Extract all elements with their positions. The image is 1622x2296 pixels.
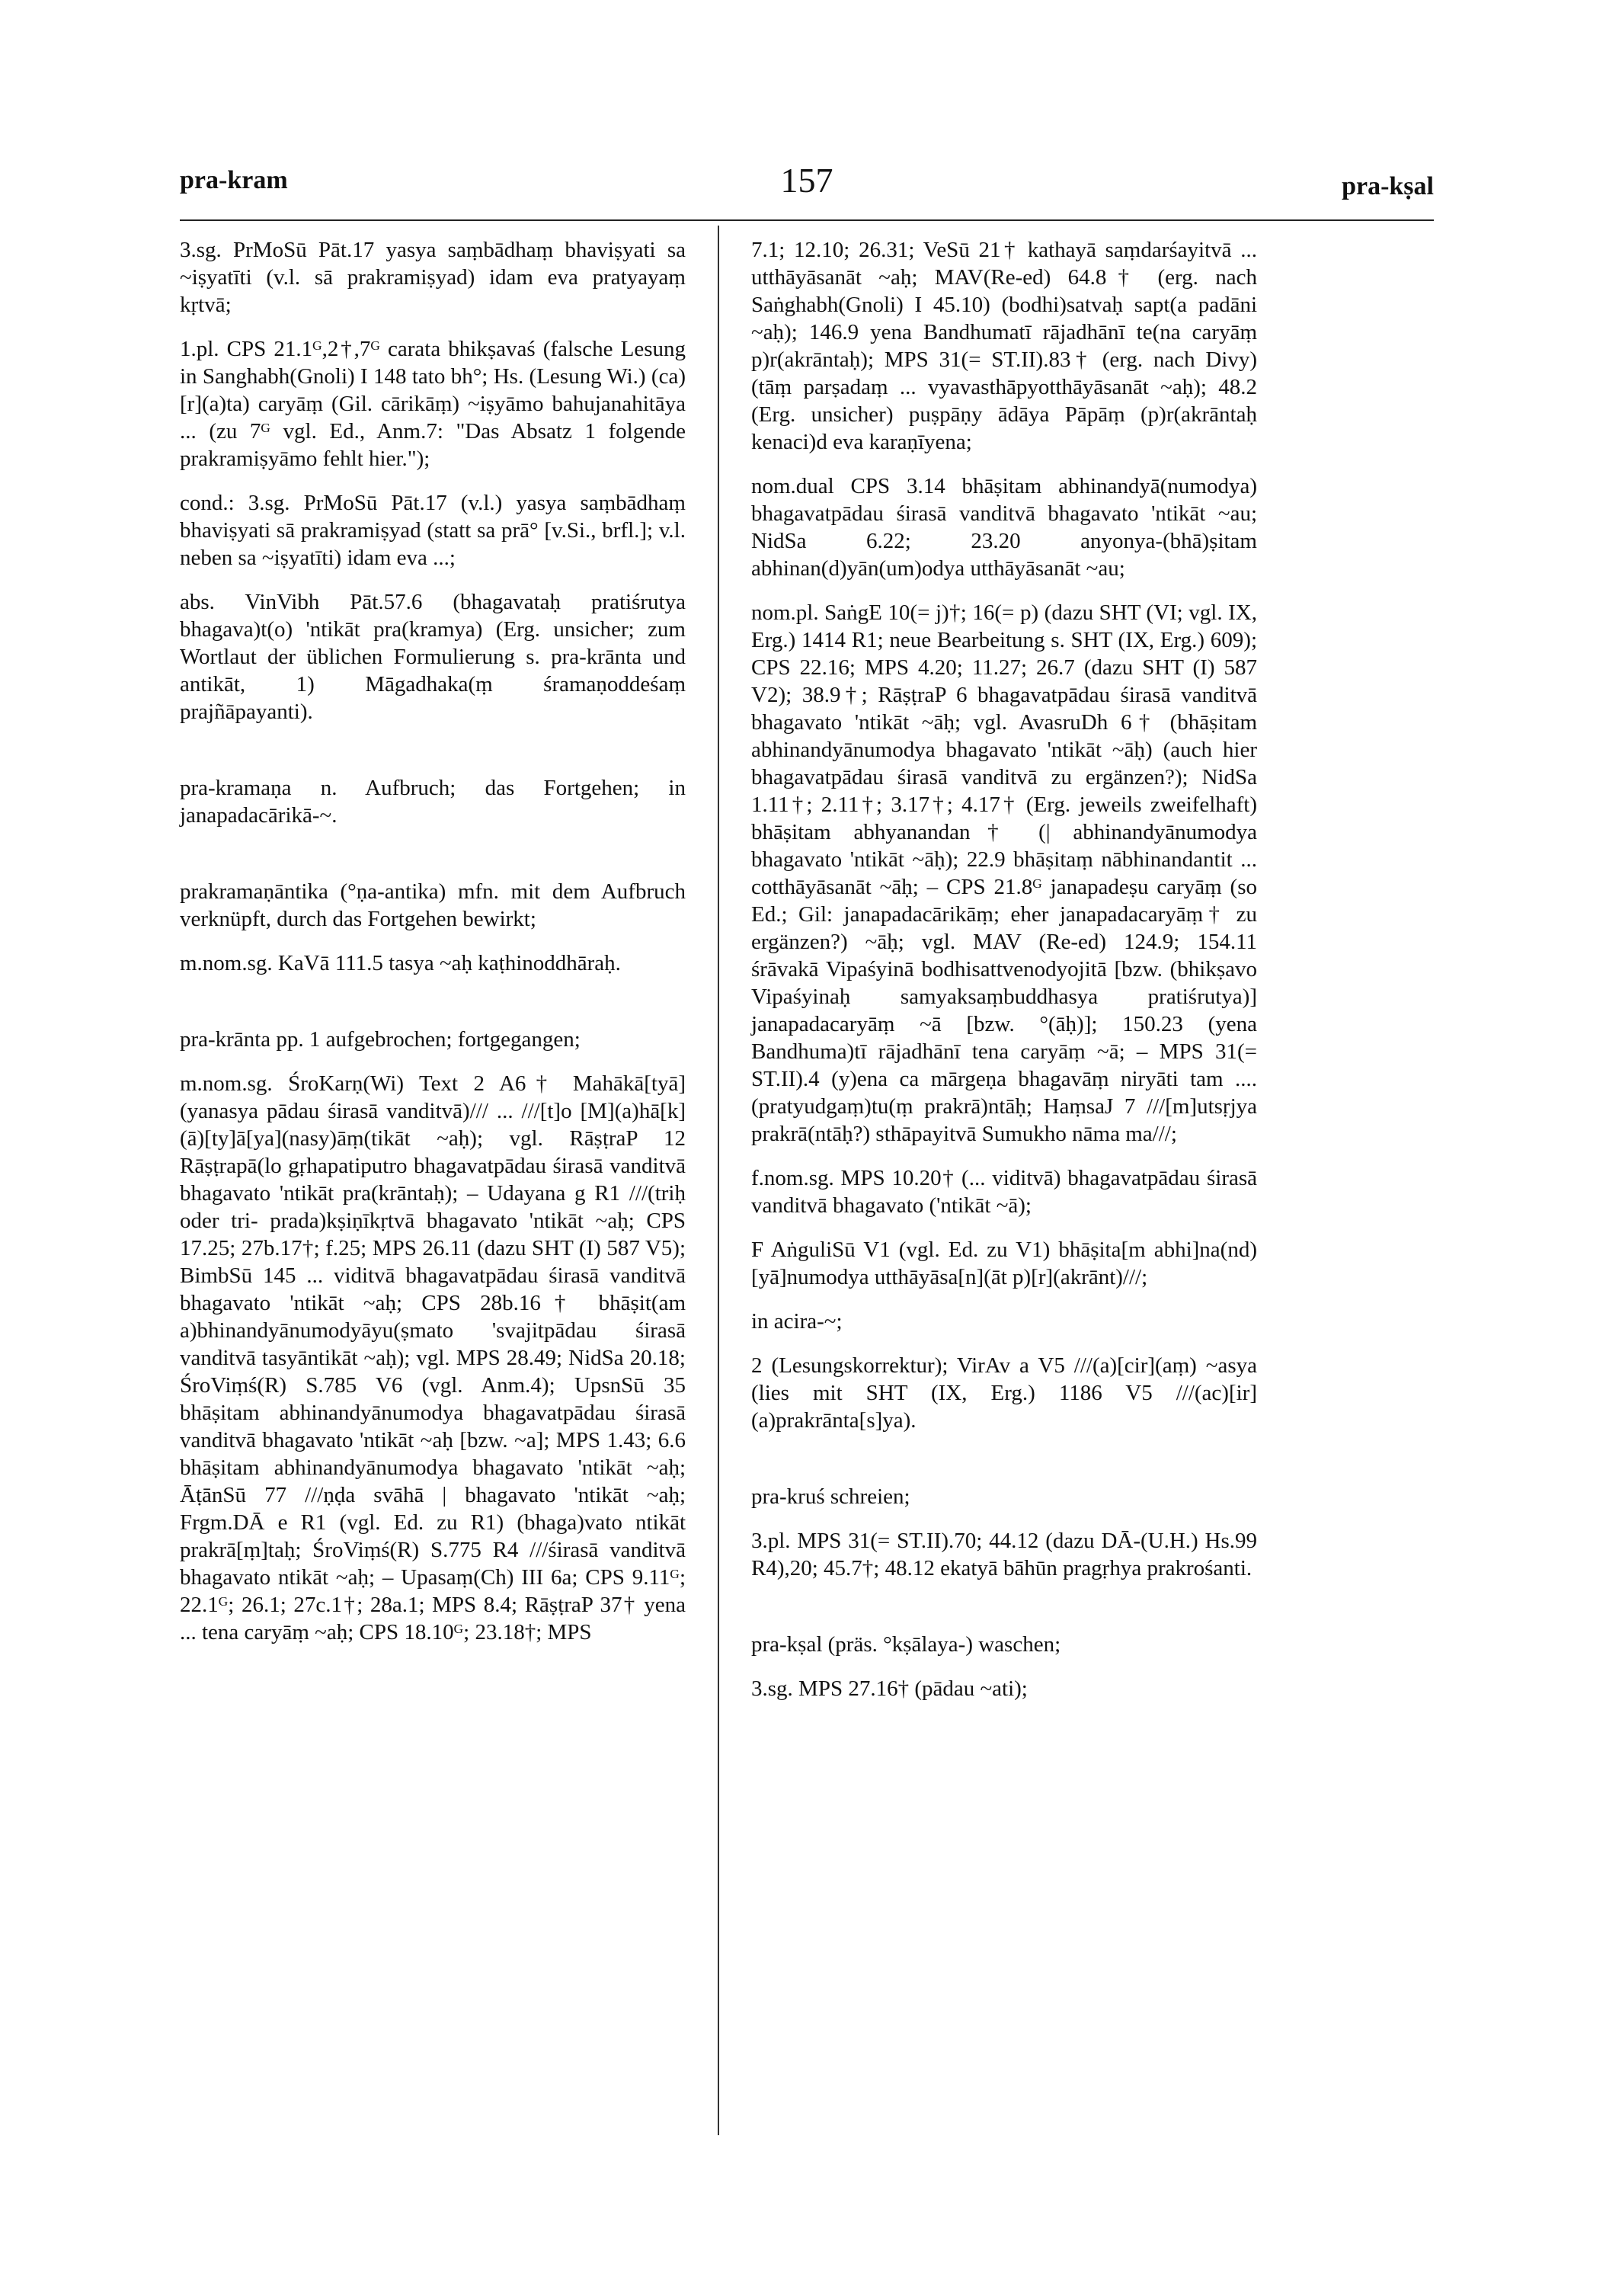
entry-paragraph: 3.sg. MPS 27.16† (pādau ~ati); (751, 1676, 1028, 1701)
entry-paragraph: nom.dual CPS 3.14 bhāṣitam abhinandyā(numodya) bhagavatpādau śirasā vanditvā bhagavato 'ntikāt ~au; NidSa 6.22; 23.20 anyonya-(bhā)ṣitam abhinan(d)yān(um)odya utthāyāsanāt ~au; (751, 474, 1257, 581)
lemma-entry: pra-kramaṇa n. Aufbruch; das Fortgehen; in janapadacārikā-~. (180, 776, 686, 828)
entry-paragraph: f.nom.sg. MPS 10.20† (... viditvā) bhagavatpādau śirasā vanditvā bhagavato ('ntikāt ~ā); (751, 1166, 1257, 1218)
lemma-entry: pra-krānta pp. 1 aufgebrochen; fortgegangen; (180, 1027, 581, 1052)
entry-paragraph: 2 (Lesungskorrektur); VirAv a V5 ///(a)[cir](aṃ) ~asya (lies mit SHT (IX, Erg.) 1186 V5 ///(ac)[ir](a)prakrānta[s]ya). (751, 1353, 1257, 1433)
right-column (751, 236, 1257, 1719)
header-rule (180, 219, 1434, 221)
lemma-entry: prakramaṇāntika (°ṇa-antika) mfn. mit dem Aufbruch verknüpft, durch das Fortgehen bewirkt; (180, 879, 686, 931)
entry-paragraph: 7.1; 12.10; 26.31; VeSū 21† kathayā saṃdarśayitvā ... utthāyāsanāt ~aḥ; MAV(Re-ed) 64.8† (erg. nach Saṅghabh(Gnoli) I 45.10) (bodhi)satvaḥ sapt(a padāni ~aḥ); 146.9 yena Bandhumatī rājadhānī te(na caryāṃ p)r(akrāntaḥ); MPS 31(= ST.II).83† (erg. nach Divy) (tāṃ parṣadaṃ ... vyavasthāpyotthāyāsanāt ~aḥ); 48.2 (Erg. unsicher) puṣpāṇy ādāya Pāpāṃ (p)r(akrāntaḥ kenaci)d eva karaṇīyena; (751, 238, 1257, 454)
entry-paragraph: in acira-~; (751, 1309, 843, 1334)
left-column (180, 236, 686, 1663)
entry-paragraph: 3.pl. MPS 31(= ST.II).70; 44.12 (dazu DĀ-(U.H.) Hs.99 R4),20; 45.7†; 48.12 ekatyā bāhūn pragṛhya prakrośanti. (751, 1529, 1257, 1580)
entry-paragraph: 1.pl. CPS 21.1ᴳ,2†,7ᴳ carata bhikṣavaś (falsche Lesung in Sanghabh(Gnoli) I 148 tato bh°; Hs. (Lesung Wi.) (ca)[r](a)ta) caryāṃ (Gil. cārikāṃ) ~iṣyāmo bahujanahitāya ... (zu 7ᴳ vgl. Ed., Anm.7: "Das Absatz 1 folgende prakramiṣyāmo fehlt hier."); (180, 337, 686, 471)
entry-paragraph: m.nom.sg. ŚroKarṇ(Wi) Text 2 A6† Mahākā[tyā](yanasya pādau śirasā vanditvā)/// ... ///[t]o [M](a)hā[k](ā)[ty]ā[ya](nasy)āṃ(tikāt ~aḥ); vgl. RāṣṭraP 12 Rāṣṭrapā(lo gṛhapatiputro bhagavatpādau śirasā vanditvā bhagavato 'ntikāt pra(krāntaḥ); – Udayana g R1 ///(triḥ oder tri- prada)kṣiṇīkṛtvā bhagavato 'ntikāt ~aḥ; CPS 17.25; 27b.17†; f.25; MPS 26.11 (dazu SHT (I) 587 V5); BimbSū 145 ... viditvā bhagavatpādau śirasā vanditvā bhagavato 'ntikāt ~aḥ; CPS 28b.16† bhāṣit(am a)bhinandyānumodyāyu(ṣmato 'svajitpādau śirasā vanditvā tasyāntikāt ~aḥ); vgl. MPS 28.49; NidSa 20.18; ŚroViṃś(R) S.785 V6 (vgl. Anm.4); UpsnSū 35 bhāṣitam abhinandyānumodya bhagavatpādau śirasā vanditvā bhagavato 'ntikāt ~aḥ [bzw. ~a]; MPS 1.43; 6.6 bhāṣitam abhinandyānumodya bhagavato 'ntikāt ~aḥ; ĀṭānSū 77 ///ṇḍa svāhā | bhagavato 'ntikāt ~aḥ; Frgm.DĀ e R1 (vgl. Ed. zu R1) (bhaga)vato ntikāt prakrā[ṃ]taḥ; ŚroViṃś(R) S.775 R4 ///śirasā vanditvā bhagavato ntikāt ~aḥ; – Upasaṃ(Ch) III 6a; CPS 9.11ᴳ; 22.1ᴳ; 26.1; 27c.1†; 28a.1; MPS 8.4; RāṣṭraP 37† yena ... tena caryāṃ ~aḥ; CPS 18.10ᴳ; 23.18†; MPS (180, 1071, 686, 1644)
entry-paragraph: nom.pl. SaṅgE 10(= j)†; 16(= p) (dazu SHT (VI; vgl. IX, Erg.) 1414 R1; neue Bearbeitung s. SHT (IX, Erg.) 609); CPS 22.16; MPS 4.20; 11.27; 26.7 (dazu SHT (I) 587 V2); 38.9†; RāṣṭraP 6 bhagavatpādau śirasā vanditvā bhagavato 'ntikāt ~āḥ; vgl. AvasruDh 6† (bhāṣitam abhinandyānumodya bhagavato 'ntikāt ~āḥ) (auch hier bhagavatpādau śirasā vanditvā zu ergänzen?); NidSa 1.11†; 2.11†; 3.17†; 4.17† (Erg. jeweils zweifelhaft) bhāṣitam abhyanandan† (| abhinandyānumodya bhagavato 'ntikāt ~āḥ); 22.9 bhāṣitaṃ nābhinandantit ... cotthāyāsanāt ~āḥ; – CPS 21.8ᴳ janapadeṣu caryāṃ (so Ed.; Gil: janapadacārikāṃ; eher janapadacaryāṃ† zu ergänzen?) ~āḥ; vgl. MAV (Re-ed) 124.9; 154.11 śrāvakā Vipaśyinā bodhisattvenodyojitā [bzw. (bhikṣavo Vipaśyinaḥ samyaksaṃbuddhasya pratiśrutya)] janapadacaryāṃ ~ā [bzw. °(āḥ)]; 150.23 (yena Bandhuma)tī rājadhānī tena caryāṃ ~ā; – MPS 31(= ST.II).4 (y)ena ca mārgeṇa bhagavāṃ niryāti tam .... (pratyudgaṃ)tu(ṃ prakrā)ntāḥ; HaṃsaJ 7 ///[m]utsṛjya prakrā(ntāḥ?) sthāpayitvā Sumukho nāma ma///; (751, 600, 1257, 1146)
lemma-entry: pra-kruś schreien; (751, 1484, 910, 1509)
lemma-entry: pra-kṣal (präs. °kṣālaya-) waschen; (751, 1632, 1061, 1657)
header-right-headword: pra-kṣal (1342, 172, 1434, 200)
running-header (180, 161, 1434, 212)
entry-paragraph: m.nom.sg. KaVā 111.5 tasya ~aḥ kaṭhinoddhāraḥ. (180, 951, 621, 975)
header-left-headword: pra-kram (180, 166, 288, 194)
column-divider (718, 226, 719, 2135)
entry-paragraph: 3.sg. PrMoSū Pāt.17 yasya saṃbādhaṃ bhaviṣyati sa ~iṣyatīti (v.l. sā prakramiṣyad) idam eva pratyayaṃ kṛtvā; (180, 238, 686, 317)
page-number: 157 (780, 161, 833, 200)
entry-paragraph: abs. VinVibh Pāt.57.6 (bhagavataḥ pratiśrutya bhagava)t(o) 'ntikāt pra(kramya) (Erg. unsicher; zum Wortlaut der üblichen Formulierung s. pra-krānta und antikāt, 1) Māgadhaka(ṃ śramaṇoddeśaṃ prajñāpayanti). (180, 590, 686, 724)
entry-paragraph: F AṅguliSū V1 (vgl. Ed. zu V1) bhāṣita[m abhi]na(nd)[yā]numodya utthāyāsa[n](āt p)[r](akrānt)///; (751, 1238, 1257, 1289)
entry-paragraph: cond.: 3.sg. PrMoSū Pāt.17 (v.l.) yasya saṃbādhaṃ bhaviṣyati sā prakramiṣyad (statt sa prā° [v.Si., brfl.]; v.l. neben sa ~iṣyatīti) idam eva ...; (180, 491, 686, 570)
